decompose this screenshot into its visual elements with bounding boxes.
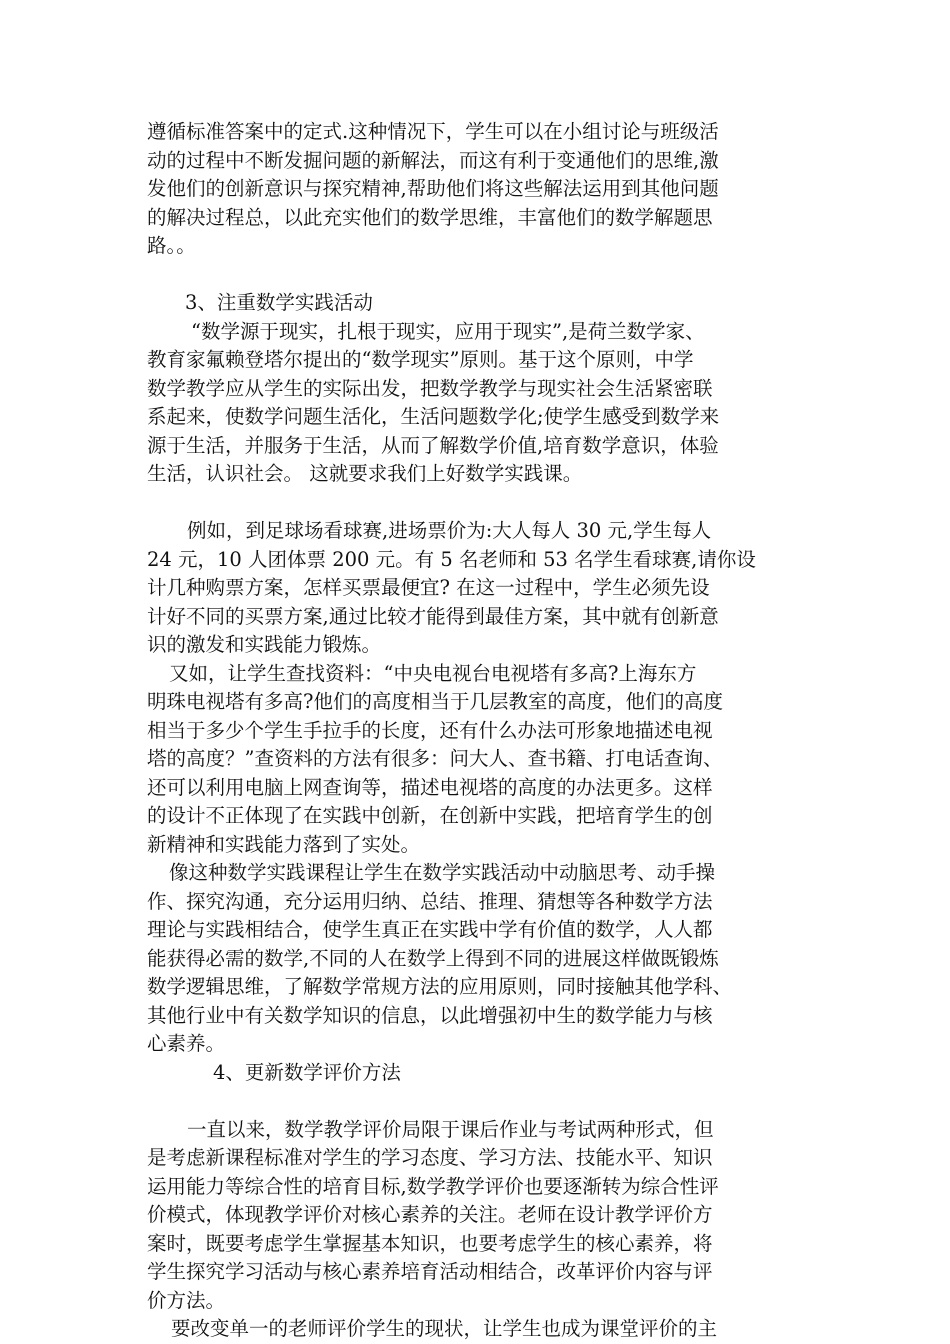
spacer (147, 261, 817, 290)
text-line: 价模式，体现教学评价对核心素养的关注。老师在设计教学评价方 (147, 1203, 713, 1226)
text-line: 相当于多少个学生手拉手的长度，还有什么办法可形象地描述电视 (147, 718, 713, 742)
text-line: 计几种购票方案，怎样买票最便宜? 在这一过程中，学生必须先设 (147, 576, 710, 599)
text-line: 塔的高度？”查资料的方法有很多：问大人、查书籍、打电话查询、 (147, 747, 723, 770)
text-line: 的设计不正体现了在实践中创新，在创新中实践，把培育学生的创 (147, 804, 713, 827)
paragraph-intro (147, 118, 817, 261)
text-line: 作、探究沟通，充分运用归纳、总结、推理、猜想等各种数学方法 (147, 889, 713, 913)
text-line: “数学源于现实，扎根于现实，应用于现实”,是荷兰数学家、 (191, 319, 705, 343)
text-line: 理论与实践相结合，使学生真正在实践中学有价值的数学，人人都 (147, 918, 713, 941)
section-heading-4: 4、更新数学评价方法 (213, 1060, 401, 1084)
text-line: 识的激发和实践能力锻炼。 (147, 633, 382, 656)
text-line: 又如，让学生查找资料：“中央电视台电视塔有多高?上海东方 (169, 661, 697, 685)
document-body (147, 118, 817, 1344)
paragraph-example-football (147, 517, 817, 660)
text-line: 一直以来，数学教学评价局限于课后作业与考试两种形式，但 (187, 1117, 714, 1141)
text-line: 运用能力等综合性的培育目标,数学教学评价也要逐渐转为综合性评 (147, 1174, 719, 1198)
text-line: 要改变单一的老师评价学生的现状，让学生也成为课堂评价的主 (171, 1317, 718, 1340)
spacer (147, 489, 817, 518)
text-line: 新精神和实践能力落到了实处。 (147, 832, 421, 856)
text-line: 动的过程中不断发掘问题的新解法，而这有利于变通他们的思维,激 (147, 148, 719, 172)
text-line: 数学逻辑思维，了解数学常规方法的应用原则，同时接触其他学科、 (147, 975, 733, 998)
text-line: 数学教学应从学生的实际出发，把数学教学与现实社会生活紧密联 (147, 376, 713, 400)
spacer (147, 1087, 817, 1116)
paragraph-evaluation (147, 1116, 817, 1316)
text-line: 能获得必需的数学,不同的人在数学上得到不同的进展这样做既锻炼 (147, 946, 719, 970)
text-line: 还可以利用电脑上网查询等，描述电视塔的高度的办法更多。这样 (147, 775, 713, 799)
text-line: 明珠电视塔有多高?他们的高度相当于几层教室的高度，他们的高度 (147, 690, 723, 713)
text-line: 生活，认识社会。 这就要求我们上好数学实践课。 (147, 462, 583, 485)
text-line: 案时，既要考虑学生掌握基本知识，也要考虑学生的核心素养，将 (147, 1231, 713, 1255)
text-line: 教育家氟赖登塔尔提出的“数学现实”原则。基于这个原则，中学 (147, 348, 694, 371)
paragraph-example-tower (147, 660, 817, 860)
text-line: 计好不同的买票方案,通过比较才能得到最佳方案，其中就有创新意 (147, 604, 719, 628)
paragraph-principle (147, 318, 817, 489)
text-line: 其他行业中有关数学知识的信息，以此增强初中生的数学能力与核 (147, 1003, 713, 1027)
text-line: 学生探究学习活动与核心素养培育活动相结合，改革评价内容与评 (147, 1260, 713, 1283)
text-line: 像这种数学实践课程让学生在数学实践活动中动脑思考、动手操 (169, 861, 716, 884)
text-line: 系起来，使数学问题生活化，生活问题数学化;使学生感受到数学来 (147, 405, 720, 428)
text-line: 是考虑新课程标准对学生的学习态度、学习方法、技能水平、知识 (147, 1146, 713, 1169)
text-line: 价方法。 (147, 1288, 226, 1312)
text-line: 24 元，10 人团体票 200 元。有 5 名老师和 53 名学生看球赛,请你设 (147, 547, 756, 571)
text-line: 路。。 (147, 234, 196, 257)
section-heading-3: 3、注重数学实践活动 (185, 291, 373, 314)
text-line: 心素养。 (147, 1032, 226, 1055)
paragraph-practice-course (147, 859, 817, 1059)
text-line: 遵循标准答案中的定式.这种情况下，学生可以在小组讨论与班级活 (147, 120, 719, 143)
paragraph-student-evaluation (147, 1315, 817, 1344)
text-line: 的解决过程总，以此充实他们的数学思维，丰富他们的数学解题思 (147, 205, 713, 229)
text-line: 例如，到足球场看球赛,进场票价为:大人每人 30 元,学生每人 (187, 519, 712, 542)
text-line: 发他们的创新意识与探究精神,帮助他们将这些解法运用到其他问题 (147, 177, 719, 200)
text-line: 源于生活，并服务于生活，从而了解数学价值,培育数学意识，体验 (147, 433, 719, 457)
